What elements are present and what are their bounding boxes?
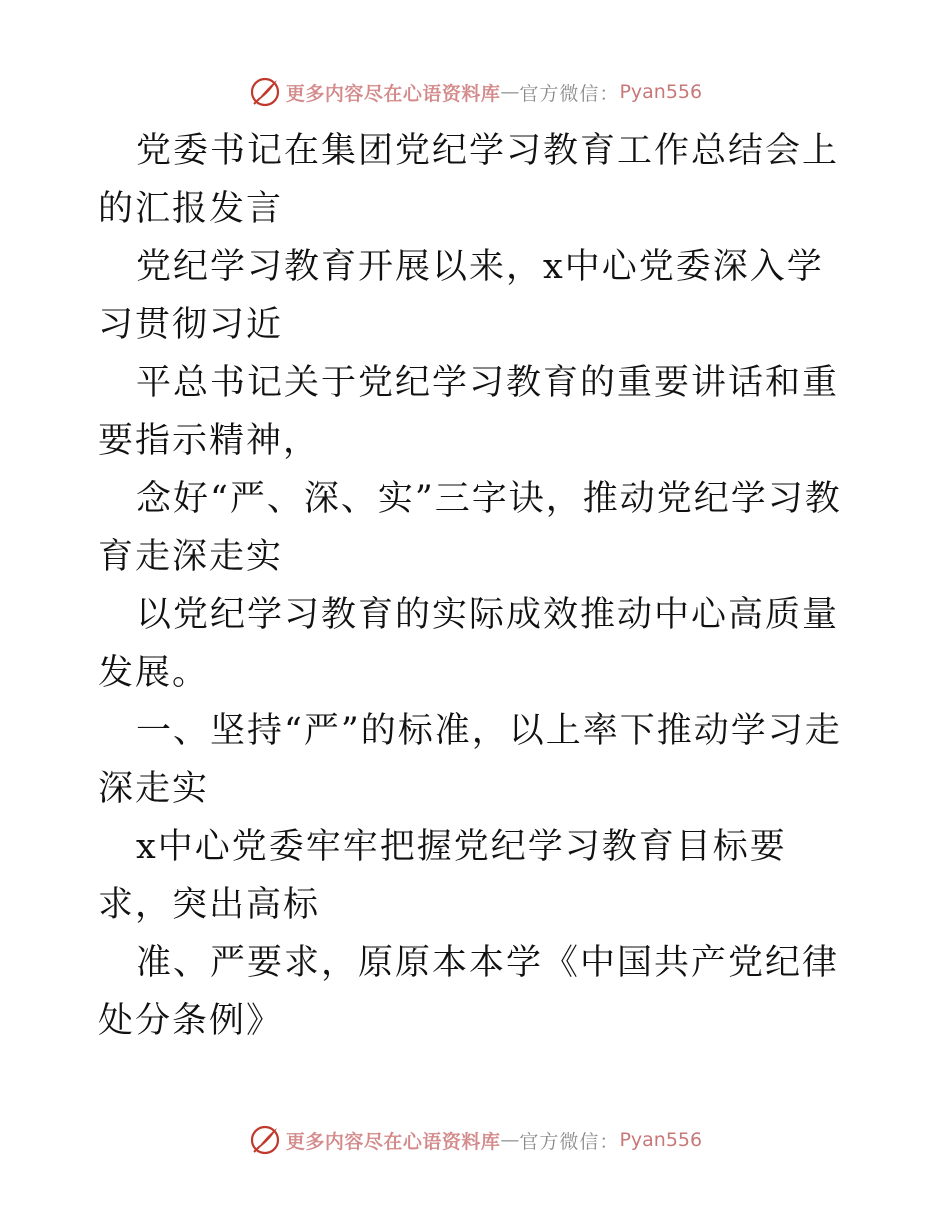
document-body [98, 122, 858, 1050]
paragraph: 准、严要求，原原本本学《中国共产党纪律处分条例》 [98, 943, 840, 1041]
document-title: 党委书记在集团党纪学习教育工作总结会上的汇报发言 [98, 131, 840, 229]
watermark-wechat-label: 官方微信： [519, 82, 620, 105]
feather-quill-icon [248, 75, 282, 109]
paragraph: x中心党委牢牢把握党纪学习教育目标要求，突出高标 [98, 827, 787, 925]
watermark-dash: — [500, 1129, 520, 1151]
feather-quill-icon [248, 1123, 282, 1157]
watermark-brand-text: 更多内容尽在心语资料库 [285, 1130, 501, 1153]
watermark-brand-text: 更多内容尽在心语资料库 [285, 82, 501, 105]
paragraph: 平总书记关于党纪学习教育的重要讲话和重要指示精神， [98, 363, 840, 461]
paragraph: 以党纪学习教育的实际成效推动中心高质量发展。 [98, 595, 840, 693]
paragraph: 党纪学习教育开展以来，x中心党委深入学习贯彻习近 [98, 247, 824, 345]
section-heading: 一、坚持“严”的标准，以上率下推动学习走深走实 [98, 711, 842, 809]
footer-watermark [0, 1120, 950, 1160]
watermark-wechat-label: 官方微信： [519, 1130, 620, 1153]
watermark-dash: — [500, 81, 520, 103]
watermark-wechat-id: Pyan556 [619, 1129, 703, 1151]
header-watermark [0, 72, 950, 112]
paragraph: 念好“严、深、实”三字诀，推动党纪学习教育走深走实 [98, 479, 842, 577]
watermark-wechat-id: Pyan556 [619, 81, 703, 103]
